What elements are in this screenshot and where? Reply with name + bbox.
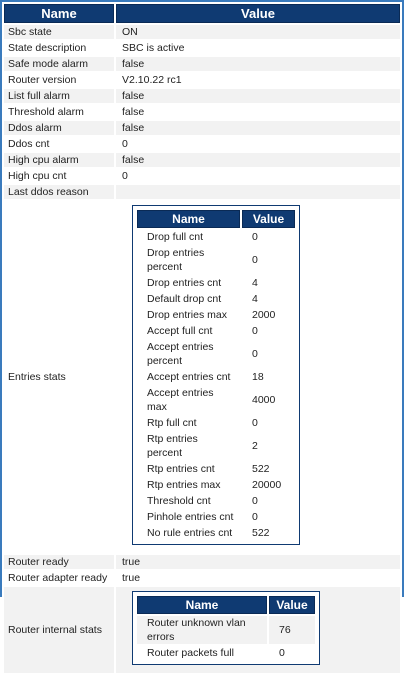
row-name: Drop entries cnt bbox=[137, 276, 240, 290]
row-value: 76 bbox=[269, 616, 315, 644]
row-name: Safe mode alarm bbox=[4, 57, 114, 71]
row-name: Threshold cnt bbox=[137, 494, 240, 508]
row-name: Drop entries percent bbox=[137, 246, 240, 274]
row-name: Drop entries max bbox=[137, 308, 240, 322]
table-row bbox=[4, 137, 400, 151]
row-name: Router unknown vlan errors bbox=[137, 616, 267, 644]
table-row bbox=[137, 370, 295, 384]
router-internal-stats-row bbox=[4, 587, 400, 673]
row-name: List full alarm bbox=[4, 89, 114, 103]
row-name: Ddos alarm bbox=[4, 121, 114, 135]
table-row bbox=[137, 646, 315, 660]
value-column-header: Value bbox=[269, 596, 315, 614]
row-name: Router packets full bbox=[137, 646, 267, 660]
table-row bbox=[4, 185, 400, 199]
row-value: ON bbox=[116, 25, 400, 39]
table-row bbox=[137, 462, 295, 476]
row-value: 2 bbox=[242, 432, 295, 460]
row-name: Rtp full cnt bbox=[137, 416, 240, 430]
table-row bbox=[4, 89, 400, 103]
row-name: Last ddos reason bbox=[4, 185, 114, 199]
row-value: false bbox=[116, 89, 400, 103]
row-value: 4 bbox=[242, 292, 295, 306]
row-value: false bbox=[116, 153, 400, 167]
row-name: High cpu cnt bbox=[4, 169, 114, 183]
status-table-header bbox=[4, 4, 400, 23]
table-row bbox=[137, 230, 295, 244]
row-name: Default drop cnt bbox=[137, 292, 240, 306]
row-value bbox=[116, 185, 400, 199]
row-value: 18 bbox=[242, 370, 295, 384]
table-row bbox=[137, 616, 315, 644]
row-name: Accept entries max bbox=[137, 386, 240, 414]
row-value: false bbox=[116, 121, 400, 135]
row-value: 0 bbox=[242, 340, 295, 368]
row-value: V2.10.22 rc1 bbox=[116, 73, 400, 87]
row-value: 522 bbox=[242, 526, 295, 540]
row-value: 0 bbox=[242, 494, 295, 508]
row-value: false bbox=[116, 57, 400, 71]
row-value: 0 bbox=[242, 324, 295, 338]
row-value: 4 bbox=[242, 276, 295, 290]
entries-stats-table-frame bbox=[132, 205, 300, 545]
row-name: High cpu alarm bbox=[4, 153, 114, 167]
row-value: 0 bbox=[269, 646, 315, 660]
row-value: SBC is active bbox=[116, 41, 400, 55]
table-row bbox=[137, 308, 295, 322]
status-table bbox=[2, 2, 402, 675]
row-name: Router version bbox=[4, 73, 114, 87]
table-row bbox=[137, 276, 295, 290]
row-name: Router ready bbox=[4, 555, 114, 569]
table-row bbox=[4, 73, 400, 87]
row-name: State description bbox=[4, 41, 114, 55]
router-internal-stats-table bbox=[135, 594, 317, 662]
row-value: 0 bbox=[242, 510, 295, 524]
row-value: 0 bbox=[116, 169, 400, 183]
table-row bbox=[137, 324, 295, 338]
table-row bbox=[4, 153, 400, 167]
row-value: 4000 bbox=[242, 386, 295, 414]
value-column-header: Value bbox=[116, 4, 400, 23]
name-column-header: Name bbox=[137, 596, 267, 614]
table-row bbox=[4, 121, 400, 135]
entries-stats-row bbox=[4, 201, 400, 553]
row-name: Rtp entries percent bbox=[137, 432, 240, 460]
table-row bbox=[137, 292, 295, 306]
row-name: Ddos cnt bbox=[4, 137, 114, 151]
row-value: 522 bbox=[242, 462, 295, 476]
table-row bbox=[4, 571, 400, 585]
row-name: Threshold alarm bbox=[4, 105, 114, 119]
row-name: No rule entries cnt bbox=[137, 526, 240, 540]
table-row bbox=[137, 526, 295, 540]
name-column-header: Name bbox=[4, 4, 114, 23]
entries-stats-table bbox=[135, 208, 297, 542]
router-internal-stats-table-frame bbox=[132, 591, 320, 665]
row-value: 20000 bbox=[242, 478, 295, 492]
table-row bbox=[4, 25, 400, 39]
row-name: Rtp entries cnt bbox=[137, 462, 240, 476]
row-name: Drop full cnt bbox=[137, 230, 240, 244]
row-value: 2000 bbox=[242, 308, 295, 322]
row-name: Entries stats bbox=[4, 201, 114, 553]
table-row bbox=[137, 246, 295, 274]
row-value: 0 bbox=[242, 416, 295, 430]
table-row bbox=[4, 169, 400, 183]
row-value: 0 bbox=[242, 230, 295, 244]
table-row bbox=[4, 57, 400, 71]
row-name: Pinhole entries cnt bbox=[137, 510, 240, 524]
row-value: 0 bbox=[242, 246, 295, 274]
table-row bbox=[137, 510, 295, 524]
table-row bbox=[137, 340, 295, 368]
table-row bbox=[137, 416, 295, 430]
table-row bbox=[4, 41, 400, 55]
table-row bbox=[137, 432, 295, 460]
row-name: Router internal stats bbox=[4, 587, 114, 673]
row-name: Router adapter ready bbox=[4, 571, 114, 585]
row-name: Accept entries cnt bbox=[137, 370, 240, 384]
row-name: Accept full cnt bbox=[137, 324, 240, 338]
row-value: true bbox=[116, 571, 400, 585]
row-name: Sbc state bbox=[4, 25, 114, 39]
value-column-header: Value bbox=[242, 210, 295, 228]
row-value: 0 bbox=[116, 137, 400, 151]
table-row bbox=[4, 105, 400, 119]
row-value: true bbox=[116, 555, 400, 569]
table-row bbox=[4, 555, 400, 569]
table-row bbox=[137, 386, 295, 414]
row-value: false bbox=[116, 105, 400, 119]
name-column-header: Name bbox=[137, 210, 240, 228]
table-row bbox=[137, 478, 295, 492]
table-row bbox=[137, 494, 295, 508]
row-name: Accept entries percent bbox=[137, 340, 240, 368]
row-name: Rtp entries max bbox=[137, 478, 240, 492]
